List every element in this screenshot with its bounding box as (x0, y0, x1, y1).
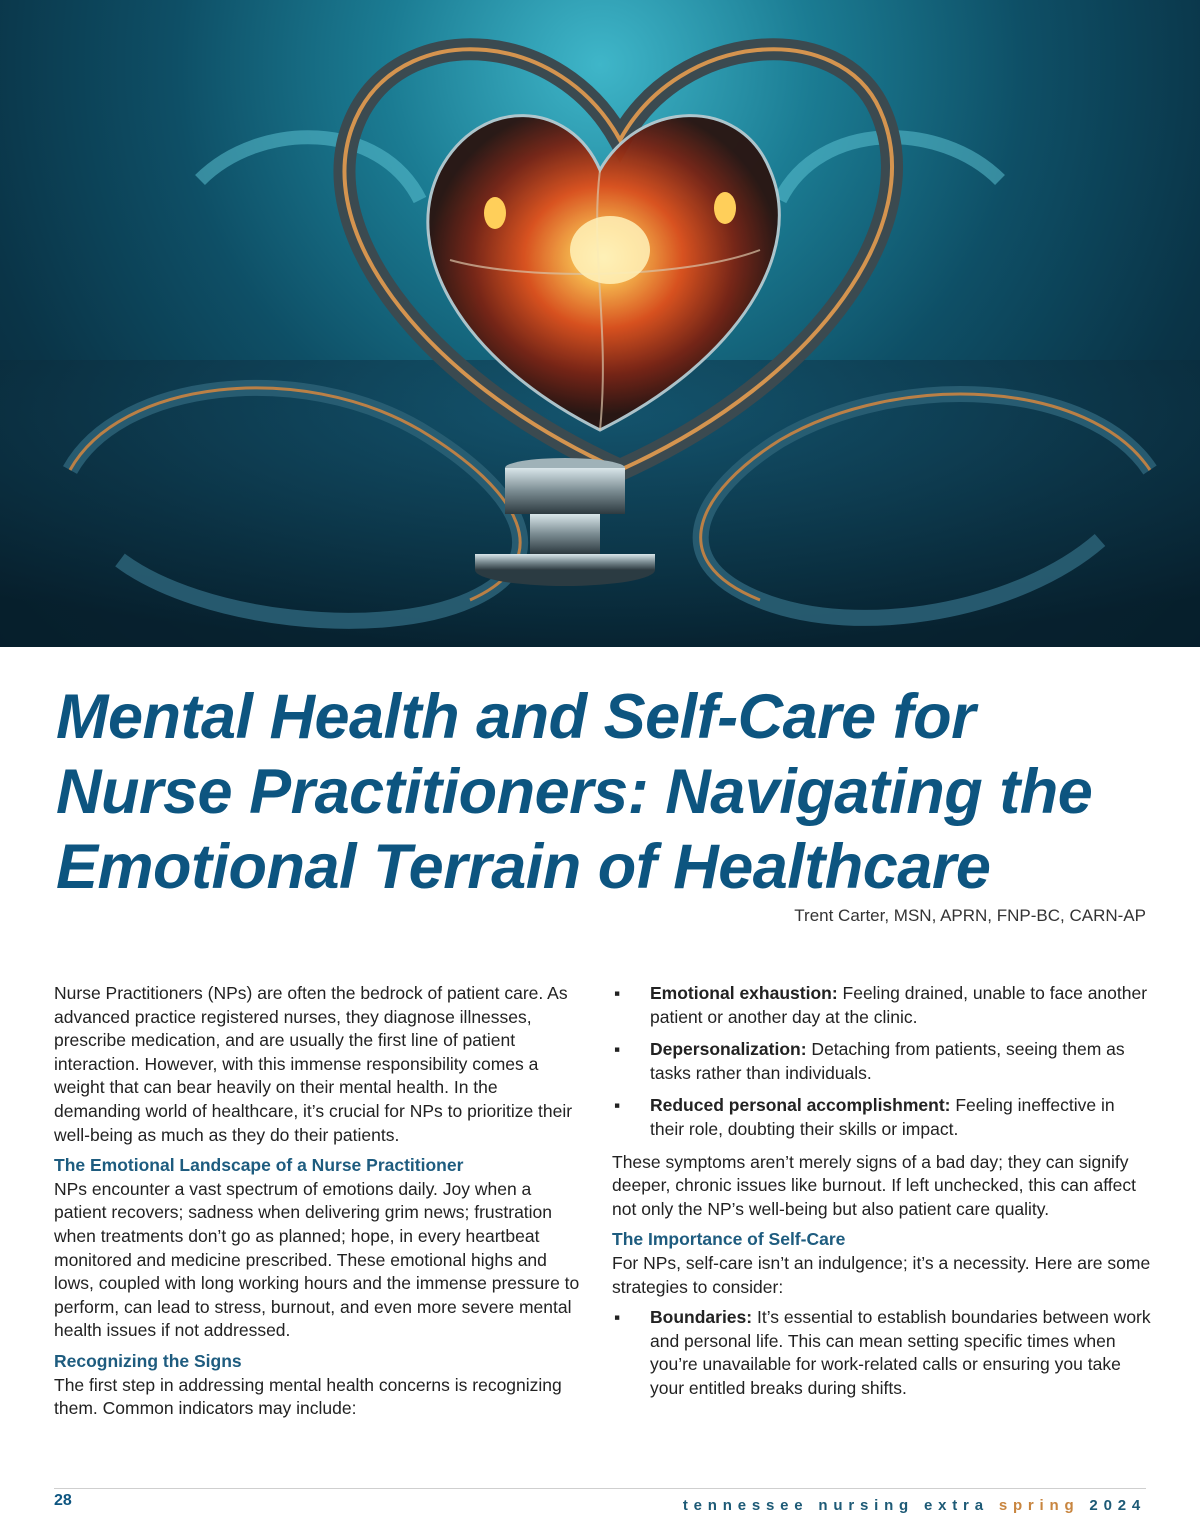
intro-paragraph: Nurse Practitioners (NPs) are often the bedrock of patient care. As advanced practice registered nurses, they diagnose illnesses, prescribe medication, and are usually the first line of patient interaction. However, with this immense responsibility comes a weight that can bear heavily on their mental health. In the demanding world of healthcare, it’s crucial for NPs to prioritize their well-being as much as they do their patients. (54, 983, 573, 1145)
right-column (612, 982, 1152, 1410)
list-item-text: It’s essential to establish boundaries between work and personal life. This can mean setting specific times when you’re unavailable for work-related calls or ensuring you take your entitled breaks during shifts. (650, 1307, 1151, 1398)
signs-list (612, 982, 1152, 1142)
list-item-lead: Depersonalization: (650, 1039, 807, 1060)
list-item (612, 1094, 1152, 1141)
list-item-text: Feeling ineffective in their role, doubting their skills or impact. (650, 1095, 1115, 1139)
masthead-title: tennessee nursing extra (682, 1497, 989, 1514)
hero-image (0, 0, 1200, 647)
article-title: Mental Health and Self-Care for Nurse Practitioners: Navigating the Emotional Terrain of Healthcare (56, 682, 1093, 902)
strategies-list (612, 1306, 1152, 1400)
list-item (612, 1038, 1152, 1085)
emotional-landscape-paragraph: NPs encounter a vast spectrum of emotions daily. Joy when a patient recovers; sadness when delivering grim news; frustration when treatments don’t go as planned; hope, in every heartbeat monitored and medicine prescribed. These emotional highs and lows, coupled with long working hours and the immense pressure to perform, can lead to stress, burnout, and even more severe mental health issues if not addressed. (54, 1178, 580, 1341)
article-byline: Trent Carter, MSN, APRN, FNP-BC, CARN-AP (794, 906, 1146, 925)
list-item (612, 982, 1152, 1029)
section-heading-emotional-landscape: The Emotional Landscape of a Nurse Practitioner (54, 1155, 464, 1176)
section-heading-self-care: The Importance of Self-Care (612, 1229, 846, 1250)
bullet-icon: ▪ (614, 1039, 621, 1060)
footer-divider (54, 1488, 1146, 1489)
masthead-year: 2024 (1089, 1497, 1146, 1514)
section-heading-recognizing-signs: Recognizing the Signs (54, 1350, 242, 1371)
list-item-text: Feeling drained, unable to face another patient or another day at the clinic. (650, 983, 1148, 1027)
page-number: 28 (54, 1492, 72, 1509)
bullet-icon: ▪ (614, 1095, 621, 1116)
masthead-season: spring (998, 1497, 1080, 1514)
publication-masthead (683, 1497, 1146, 1514)
heart-stethoscope-illustration (0, 0, 1200, 647)
list-item-lead: Emotional exhaustion: (650, 983, 838, 1003)
list-item-lead: Boundaries: (650, 1307, 753, 1328)
bullet-icon: ▪ (614, 1307, 621, 1328)
list-item (612, 1306, 1152, 1400)
list-item-text: Detaching from patients, seeing them as tasks rather than individuals. (650, 1039, 1125, 1083)
recognizing-signs-paragraph: The first step in addressing mental health concerns is recognizing them. Common indicators may include: (54, 1374, 562, 1419)
self-care-paragraph: For NPs, self-care isn’t an indulgence; it’s a necessity. Here are some strategies to consider: (612, 1252, 1151, 1297)
symptoms-paragraph: These symptoms aren’t merely signs of a bad day; they can signify deeper, chronic issues like burnout. If left unchecked, this can affect not only the NP’s well-being but also patient care quality. (612, 1151, 1137, 1219)
list-item-lead: Reduced personal accomplishment: (650, 1095, 951, 1116)
left-column (54, 982, 582, 1428)
bullet-icon: ▪ (614, 983, 621, 1003)
